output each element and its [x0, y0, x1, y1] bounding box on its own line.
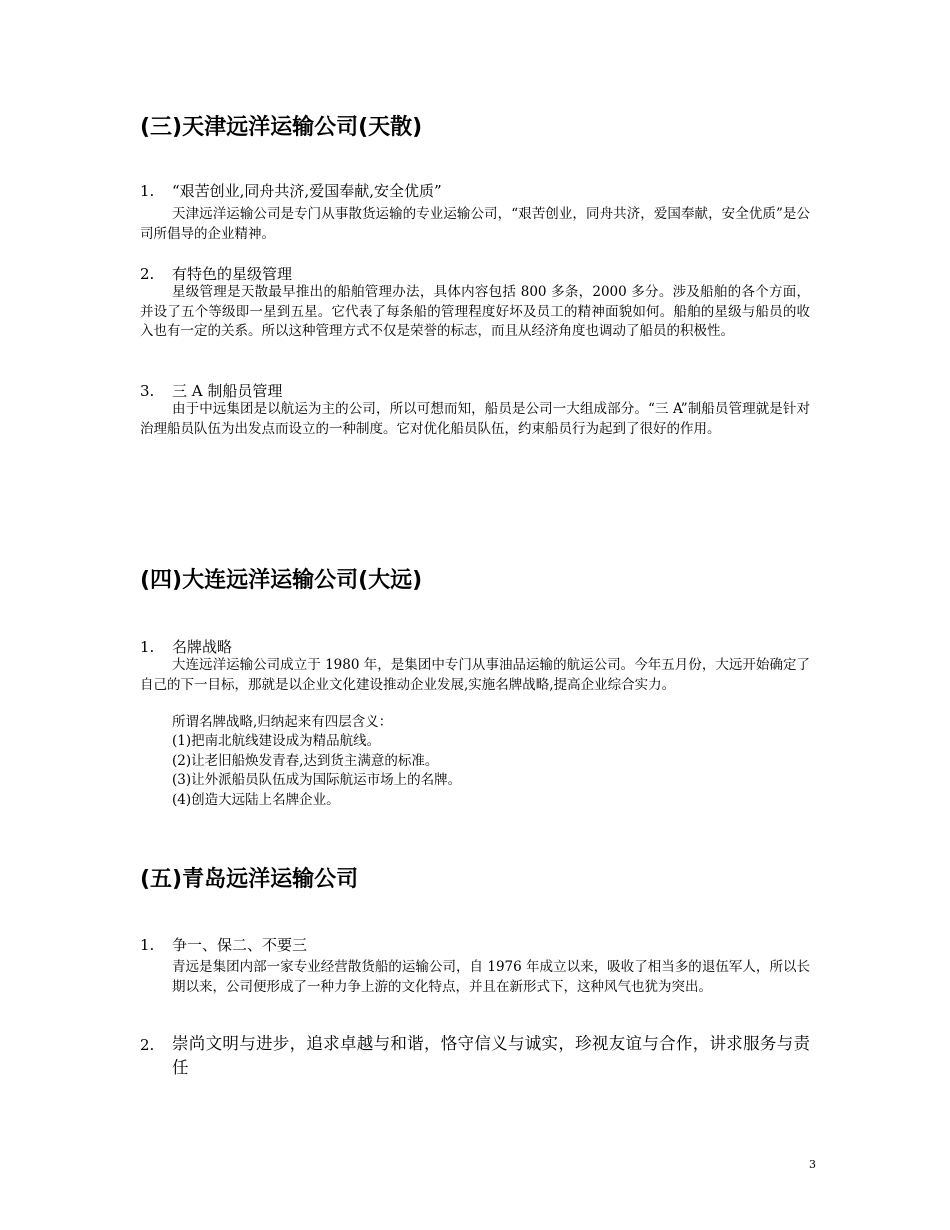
section-4-heading: (四)大连远洋运输公司(大远) — [140, 568, 423, 593]
s5-item-1-title: 争一、保二、不要三 — [172, 936, 308, 954]
s3-item-1-title: “艰苦创业,同舟共济,爱国奉献,安全优质” — [172, 182, 442, 200]
s4-item-1-intro: 所谓名牌战略,归纳起来有四层含义： — [172, 714, 393, 730]
s3-item-2-text: 星级管理是天散最早推出的船舶管理办法，具体内容包括 800 多条，2000 多分。涉及船舶的各个方面，并设了五个等级即一星到五星。它代表了每条船的管理程度好坏及员工的精神面貌如何。船舶的星级与船员的收入也有一定的关系。所以这种管理方式不仅是荣誉的标志，而且从经济角度也调动了船员的积极性。 — [140, 284, 810, 339]
s4-item-1-number: 1. — [140, 638, 155, 656]
page-number: 3 — [809, 1158, 816, 1171]
s3-item-1-number: 1. — [140, 182, 155, 200]
s4-item-1-text: 大连远洋运输公司成立于 1980 年，是集团中专门从事油品运输的航运公司。今年五月份，大远开始确定了自己的下一目标，那就是以企业文化建设推动企业发展,实施名牌战略,提高企业综合实力。 — [140, 657, 810, 693]
s5-item-2-number: 2. — [140, 1036, 155, 1054]
s3-item-2-title: 有特色的星级管理 — [172, 265, 293, 283]
s3-item-3-text: 由于中远集团是以航运为主的公司，所以可想而知，船员是公司一大组成部分。“三 A”制船员管理就是针对治理船员队伍为出发点而设立的一种制度。它对优化船员队伍，约束船员行为起到了很好的作用。 — [140, 401, 810, 437]
s3-item-3-number: 3. — [140, 382, 155, 400]
s4-point: (1)把南北航线建设成为精品航线。 — [172, 733, 381, 749]
s4-point: (3)让外派船员队伍成为国际航运市场上的名牌。 — [172, 772, 462, 788]
s3-item-3-title: 三 A 制船员管理 — [172, 382, 283, 400]
section-5-heading: (五)青岛远洋运输公司 — [140, 867, 359, 892]
s4-point: (2)让老旧船焕发青春,达到货主满意的标准。 — [172, 753, 439, 769]
s4-point: (4)创造大远陆上名牌企业。 — [172, 792, 340, 808]
s5-item-1-number: 1. — [140, 936, 155, 954]
s5-item-2-title: 崇尚文明与进步，追求卓越与和谐，恪守信义与诚实，珍视友谊与合作，讲求服务与责任 — [172, 1034, 810, 1077]
s4-item-1-title: 名牌战略 — [172, 638, 233, 656]
s5-item-1-text: 青远是集团内部一家专业经营散货船的运输公司，自 1976 年成立以来，吸收了相当多的退伍军人，所以长期以来，公司便形成了一种力争上游的文化特点，并且在新形式下，这种风气也犹为突出。 — [172, 959, 810, 995]
s3-item-2-number: 2. — [140, 265, 155, 283]
s3-item-1-text: 天津远洋运输公司是专门从事散货运输的专业运输公司，“艰苦创业，同舟共济，爱国奉献，安全优质”是公司所倡导的企业精神。 — [140, 206, 810, 242]
section-3-heading: (三)天津远洋运输公司(天散) — [140, 115, 423, 140]
